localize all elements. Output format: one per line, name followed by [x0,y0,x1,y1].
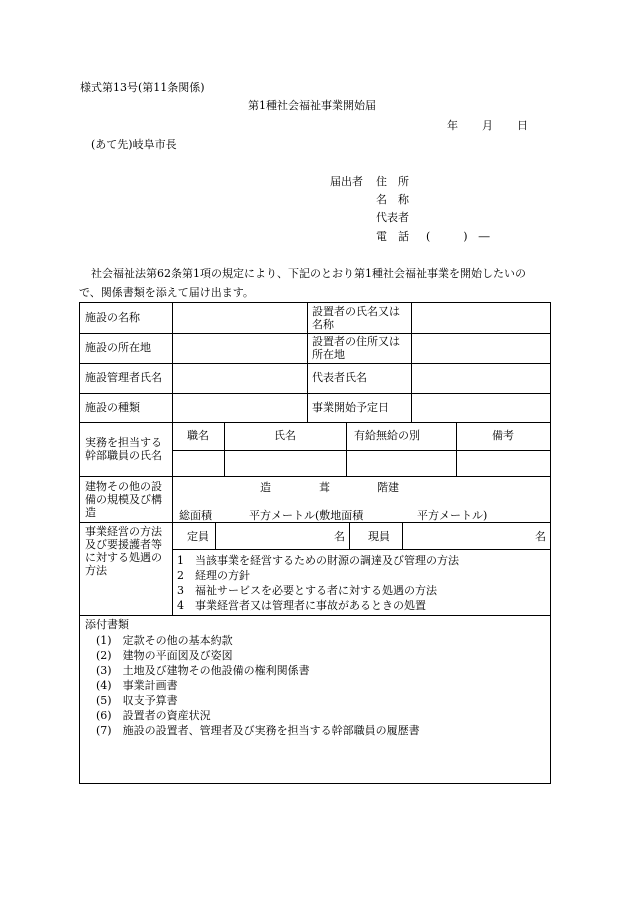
building-floors: 階建 [377,481,399,494]
table-line [79,476,551,477]
date-month-label: 月 [482,119,493,132]
table-line [79,333,551,334]
current-unit: 名 [535,530,546,543]
notifier-name-label: 名 称 [376,193,409,206]
attachments-label: 添付書類 [85,618,129,631]
building-roof-type: 葺 [319,481,330,494]
table-line [79,302,80,784]
start-date-label: 事業開始予定日 [312,401,389,414]
capacity-unit: 名 [334,530,345,543]
attachment-item: (3) 土地及び建物その他設備の権利関係書 [96,664,310,677]
intro-line-1: 社会福祉法第62条第1項の規定により、下記のとおり第1種社会福祉事業を開始したいの [91,267,526,280]
attachment-item: (5) 収支予算書 [96,694,178,707]
facility-type-label: 施設の種類 [85,401,140,414]
table-line [346,422,347,476]
notifier-phone-label: 電 話 [376,230,409,243]
table-line [224,422,225,476]
capacity-label: 定員 [187,530,209,543]
table-line [456,422,457,476]
table-line [402,522,403,549]
facility-name-label: 施設の名称 [85,311,140,324]
date-day-label: 日 [517,119,528,132]
manager-name-label: 施設管理者氏名 [85,371,162,384]
table-line [79,422,551,423]
sqm-site-label: 平方メートル(敷地面積 [249,509,364,522]
table-line [307,302,308,422]
method-item: 1 当該事業を経営するための財源の調達及び管理の方法 [177,554,459,567]
staff-header-notes: 備考 [492,429,514,442]
current-label: 現員 [368,530,390,543]
table-line [172,450,551,451]
notifier-address-label: 住 所 [376,175,409,188]
method-item: 4 事業経営者又は管理者に事故があるときの処置 [177,599,426,612]
table-line [550,302,551,784]
floor-area-label: 総面積 [179,509,212,522]
installer-name-label: 設置者の氏名又は名称 [312,305,400,331]
notifier-label: 届出者 [330,175,363,188]
attachment-item: (4) 事業計画書 [96,679,178,692]
installer-address-label: 設置者の住所又は所在地 [312,335,400,361]
method-item: 3 福祉サービスを必要とする者に対する処遇の方法 [177,584,437,597]
table-line [79,363,551,364]
table-line [172,549,551,550]
table-line [79,783,551,784]
sqm-close-label: 平方メートル) [417,509,488,522]
addressee: (あて先)岐阜市長 [91,138,177,151]
table-line [172,302,173,615]
notifier-representative-label: 代表者 [376,211,409,224]
attachment-item: (1) 定款その他の基本約款 [96,634,233,647]
attachment-item: (6) 設置者の資産状況 [96,709,211,722]
table-line [411,302,412,422]
table-line [349,522,350,549]
attachment-item: (2) 建物の平面図及び姿図 [96,649,233,662]
method-item: 2 経理の方針 [177,569,250,582]
table-line [79,522,551,523]
facility-location-label: 施設の所在地 [85,341,151,354]
notification-table [79,302,551,784]
intro-line-2: で、関係書類を添えて届け出ます。 [79,286,254,299]
form-number: 様式第13号(第11条関係) [80,81,205,94]
representative-name-label: 代表者氏名 [312,371,367,384]
building-label: 建物その他の設備の規模及び構造 [85,480,162,519]
notifier-phone-format: ( ) ― [426,230,490,243]
staff-header-name: 氏名 [274,429,296,442]
method-label: 事業経営の方法及び要援護者等に対する処遇の方法 [85,525,162,577]
attachment-item: (7) 施設の設置者、管理者及び実務を担当する幹部職員の履歴書 [96,724,420,737]
table-line [79,615,551,616]
staff-label: 実務を担当する幹部職員の氏名 [85,436,162,462]
staff-header-title: 職名 [187,429,209,442]
date-year-label: 年 [447,119,458,132]
building-structure-type: 造 [260,481,271,494]
staff-header-paid: 有給無給の別 [354,429,420,442]
table-line [215,522,216,549]
table-line [79,302,551,303]
table-line [79,393,551,394]
page-title: 第1種社会福祉事業開始届 [248,99,376,112]
